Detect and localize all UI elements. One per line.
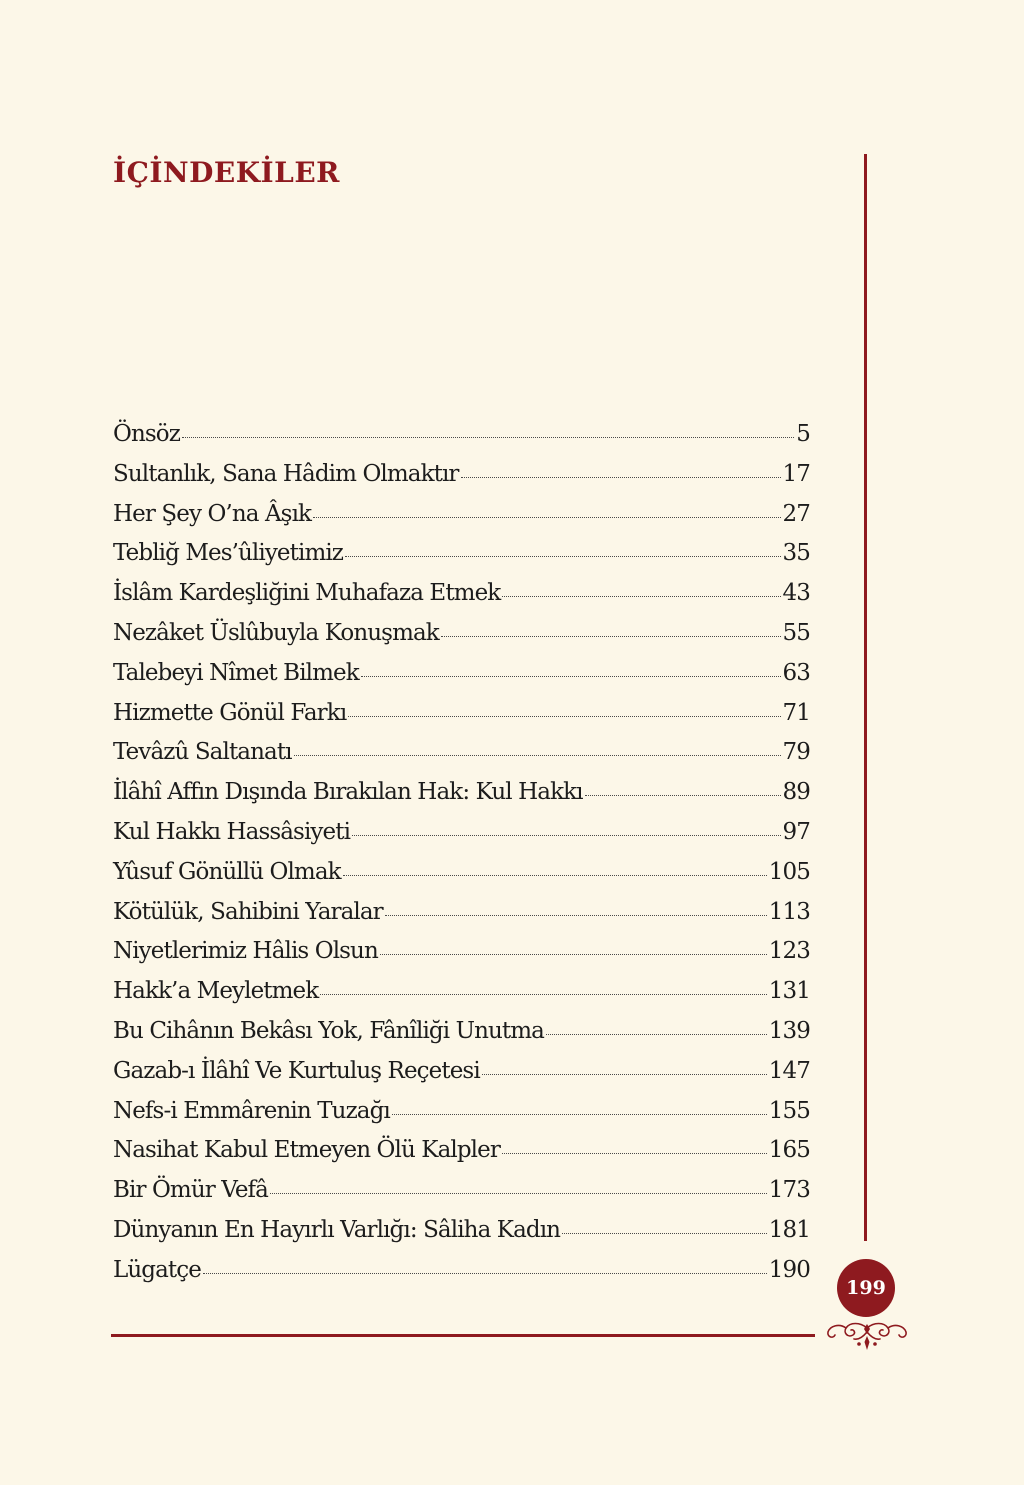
toc-entry	[113, 1177, 810, 1217]
toc-entry-title: Bir Ömür Vefâ	[113, 1177, 268, 1204]
dot-leader	[343, 875, 767, 876]
toc-entry	[113, 421, 810, 461]
toc-entry-page: 55	[782, 619, 810, 646]
toc-entry	[113, 938, 810, 978]
dot-leader	[461, 477, 781, 478]
toc-entry	[113, 899, 810, 939]
toc-entry	[113, 859, 810, 899]
dot-leader	[313, 517, 780, 518]
toc-entry	[113, 819, 810, 859]
toc-entry	[113, 1058, 810, 1098]
dot-leader	[380, 954, 767, 955]
toc-entry-title: Hakk’a Meyletmek	[113, 978, 319, 1005]
toc-entry	[113, 461, 810, 501]
toc-entry	[113, 978, 810, 1018]
horizontal-divider	[111, 1334, 815, 1337]
dot-leader	[585, 795, 781, 796]
toc-entry-page: 35	[782, 540, 810, 567]
toc-entry-page: 5	[796, 421, 810, 447]
dot-leader	[361, 676, 781, 677]
toc-entry-title: Nasihat Kabul Etmeyen Ölü Kalpler	[113, 1137, 500, 1164]
toc-entry-title: Önsöz	[113, 421, 180, 447]
toc-entry-page: 165	[768, 1137, 810, 1164]
toc-entry-title: Bu Cihânın Bekâsı Yok, Fânîliği Unutma	[113, 1017, 544, 1044]
toc-entry-title: İslâm Kardeşliğini Muhafaza Etmek	[113, 580, 501, 607]
dot-leader	[562, 1233, 767, 1234]
page-number-badge: 199	[837, 1259, 895, 1317]
toc-entry-title: Kul Hakkı Hassâsiyeti	[113, 818, 351, 845]
toc-entry-page: 97	[782, 818, 810, 845]
toc-entry	[113, 501, 810, 541]
toc-entry-page: 155	[768, 1097, 810, 1124]
toc-entry	[113, 1257, 810, 1297]
toc-entry-page: 17	[782, 460, 810, 487]
dot-leader	[348, 716, 780, 717]
toc-entry	[113, 1018, 810, 1058]
dot-leader	[546, 1034, 767, 1035]
toc-entry-title: Hizmette Gönül Farkı	[113, 699, 347, 726]
toc-entry-title: Gazab-ı İlâhî Ve Kurtuluş Reçetesi	[113, 1057, 480, 1084]
toc-entry-page: 139	[768, 1017, 810, 1044]
toc-entry-page: 89	[782, 779, 810, 806]
toc-entry-page: 173	[768, 1177, 810, 1204]
toc-entry-page: 131	[768, 978, 810, 1005]
toc-entry-page: 123	[768, 938, 810, 965]
vertical-divider	[864, 154, 867, 1241]
dot-leader	[294, 755, 781, 756]
toc-entry	[113, 1137, 810, 1177]
toc-entry-page: 79	[782, 739, 810, 766]
toc-entry-page: 181	[768, 1216, 810, 1243]
toc-entry	[113, 700, 810, 740]
toc-entry	[113, 1217, 810, 1257]
toc-entry-title: Nezâket Üslûbuyla Konuşmak	[113, 619, 439, 646]
toc-entry-title: Sultanlık, Sana Hâdim Olmaktır	[113, 460, 459, 487]
toc-entry-title: Nefs-i Emmârenin Tuzağı	[113, 1097, 390, 1124]
toc-entry-title: Kötülük, Sahibini Yaralar	[113, 898, 383, 925]
toc-entry-title: Tebliğ Mes’ûliyetimiz	[113, 540, 344, 567]
dot-leader	[182, 437, 794, 438]
dot-leader	[320, 994, 766, 995]
toc-entry	[113, 1098, 810, 1138]
toc-entry-page: 71	[782, 699, 810, 726]
dot-leader	[502, 596, 780, 597]
dot-leader	[441, 636, 781, 637]
toc-entry-title: Niyetlerimiz Hâlis Olsun	[113, 938, 378, 965]
toc-entry	[113, 540, 810, 580]
dot-leader	[385, 915, 767, 916]
toc-entry-page: 105	[768, 858, 810, 885]
toc-entry-page: 147	[768, 1057, 810, 1084]
toc-entry-title: Her Şey O’na Âşık	[113, 500, 312, 527]
dot-leader	[270, 1193, 767, 1194]
toc-entry-title: Dünyanın En Hayırlı Varlığı: Sâliha Kadın	[113, 1216, 561, 1243]
toc-entry	[113, 580, 810, 620]
dot-leader	[203, 1273, 767, 1274]
dot-leader	[482, 1074, 767, 1075]
dot-leader	[502, 1153, 767, 1154]
toc-entry-title: Tevâzû Saltanatı	[113, 739, 292, 766]
toc-entry-page: 190	[768, 1256, 810, 1283]
toc-entry	[113, 660, 810, 700]
table-of-contents	[113, 421, 810, 1297]
dot-leader	[345, 556, 781, 557]
toc-entry	[113, 620, 810, 660]
toc-entry-page: 63	[782, 659, 810, 686]
toc-entry-title: İlâhî Affın Dışında Bırakılan Hak: Kul Hakkı	[113, 779, 583, 806]
dot-leader	[352, 835, 781, 836]
toc-entry-title: Lügatçe	[113, 1256, 201, 1283]
page-title: İÇİNDEKİLER	[113, 156, 340, 189]
dot-leader	[392, 1114, 767, 1115]
toc-entry	[113, 739, 810, 779]
toc-entry-page: 43	[782, 580, 810, 607]
toc-entry-page: 113	[768, 898, 810, 925]
toc-entry-title: Talebeyi Nîmet Bilmek	[113, 659, 359, 686]
toc-entry-page: 27	[782, 500, 810, 527]
scroll-ornament-icon	[824, 1318, 910, 1356]
toc-entry-title: Yûsuf Gönüllü Olmak	[113, 858, 341, 885]
toc-entry	[113, 779, 810, 819]
